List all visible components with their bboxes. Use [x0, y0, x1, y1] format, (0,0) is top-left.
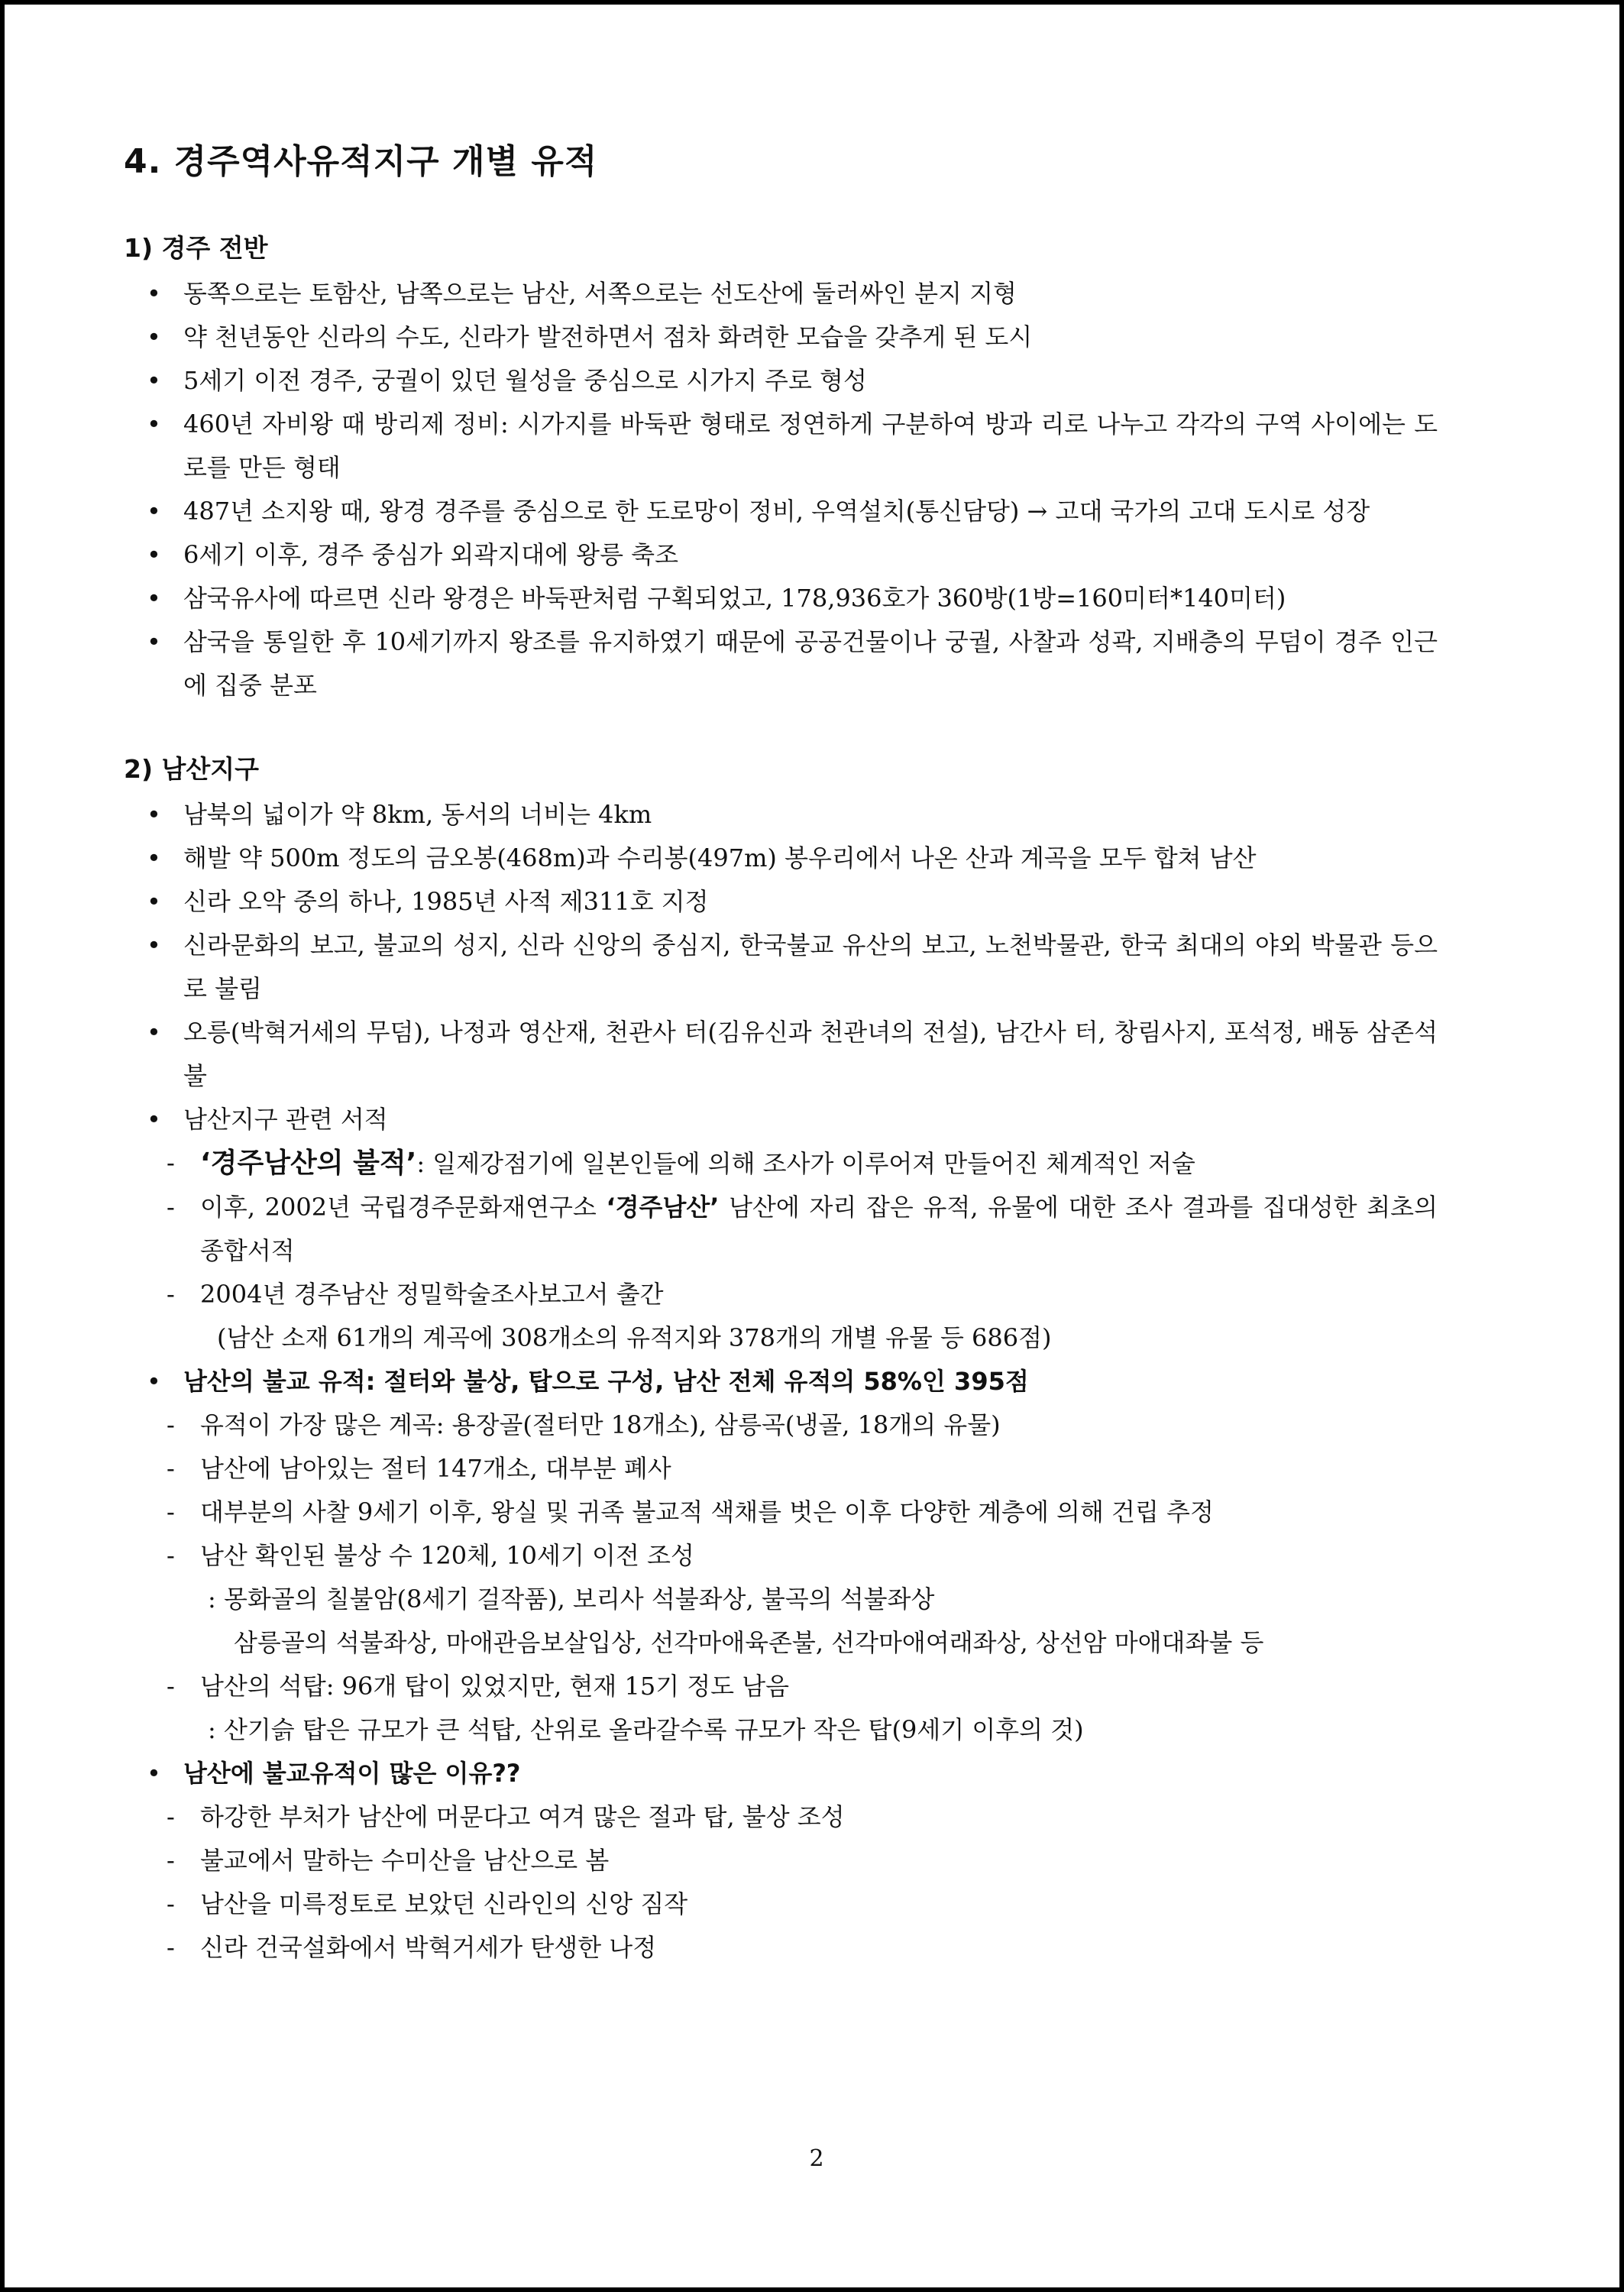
bullet-item: [124, 793, 1438, 837]
bullet-text: 삼국유사에 따르면 신라 왕경은 바둑판처럼 구획되었고, 178,936호가 360방(1방=160미터*140미터): [183, 584, 1286, 613]
sub-item: [167, 1795, 1438, 1839]
sub-text: 2004년 경주남산 정밀학술조사보고서 출간: [200, 1280, 664, 1309]
bullet-item: [124, 272, 1438, 316]
sub-item: [167, 1491, 1438, 1534]
bullet-glyph: •: [147, 1018, 161, 1047]
page-content: [124, 139, 1438, 1970]
bullet-text: 해발 약 500m 정도의 금오봉(468m)과 수리봉(497m) 봉우리에서 나온 산과 계곡을 모두 합쳐 남산: [183, 843, 1257, 872]
sub-note: 삼릉골의 석불좌상, 마애관음보살입상, 선각마애육존불, 선각마애여래좌상, 상선암 마애대좌불 등: [234, 1628, 1264, 1657]
bullet-text: 삼국을 통일한 후 10세기까지 왕조를 유지하였기 때문에 공공건물이나 궁궐, 사찰과 성곽, 지배층의 무덤이 경주 인근에 집중 분포: [183, 627, 1438, 700]
bullet-item: [124, 924, 1438, 1011]
section-heading: 2) 남산지구: [124, 754, 260, 784]
bullet-item: [124, 316, 1438, 359]
dash-glyph: -: [167, 1280, 175, 1309]
bullet-glyph: •: [147, 1367, 161, 1396]
page-number: 2: [809, 2145, 824, 2172]
dash-glyph: -: [167, 1933, 175, 1962]
dash-glyph: -: [167, 1454, 175, 1483]
sub-item: [167, 1665, 1438, 1752]
bullet-glyph: •: [147, 540, 161, 569]
book-title: ‘경주남산의 불적’: [200, 1148, 417, 1179]
sub-item: [167, 1882, 1438, 1926]
sub-item: [167, 1403, 1438, 1447]
sub-item: [167, 1534, 1438, 1665]
bullet-item: [124, 577, 1438, 620]
bullet-text: 남북의 넓이가 약 8km, 동서의 너비는 4km: [183, 800, 652, 829]
sub-text: 남산의 석탑: 96개 탑이 있었지만, 현재 15기 정도 남음: [200, 1672, 790, 1701]
sub-text: 신라 건국설화에서 박혁거세가 탄생한 나정: [200, 1933, 657, 1962]
dash-glyph: -: [167, 1410, 175, 1439]
bullet-item: [124, 837, 1438, 880]
sub-note: : 산기슭 탑은 규모가 큰 석탑, 산위로 올라갈수록 규모가 작은 탑(9세기 이후의 것): [208, 1715, 1084, 1744]
bullet-glyph: •: [147, 800, 161, 829]
bullet-item: [124, 359, 1438, 403]
sub-list: [167, 1795, 1438, 1970]
bullet-text: 오릉(박혁거세의 무덤), 나정과 영산재, 천관사 터(김유신과 천관녀의 전설), 남간사 터, 창림사지, 포석정, 배동 삼존석불: [183, 1018, 1438, 1090]
book-title: ‘경주남산’: [606, 1193, 720, 1222]
sub-item: [167, 1447, 1438, 1491]
sub-text: 남산에 남아있는 절터 147개소, 대부분 폐사: [200, 1454, 671, 1483]
bullet-list: [124, 272, 1438, 707]
bullet-glyph: •: [147, 931, 161, 960]
bullet-item: [124, 880, 1438, 924]
sub-item: [167, 1141, 1438, 1186]
bullet-glyph: •: [147, 843, 161, 872]
bullet-text-bold: 남산에 불교유적이 많은 이유??: [183, 1759, 521, 1788]
sub-text: 대부분의 사찰 9세기 이후, 왕실 및 귀족 불교적 색채를 벗은 이후 다양한 계층에 의해 건립 추정: [200, 1497, 1214, 1526]
sub-text: 남산을 미륵정토로 보았던 신라인의 신앙 짐작: [200, 1889, 688, 1918]
sub-list: [167, 1403, 1438, 1752]
section-gyeongju-overview: [124, 229, 1438, 707]
dash-glyph: -: [167, 1497, 175, 1526]
sub-note: : 몽화골의 칠불암(8세기 걸작품), 보리사 석불좌상, 불곡의 석불좌상: [208, 1585, 935, 1614]
bullet-text: 6세기 이후, 경주 중심가 외곽지대에 왕릉 축조: [183, 540, 678, 569]
bullet-glyph: •: [147, 627, 161, 656]
sub-text: 불교에서 말하는 수미산을 남산으로 봄: [200, 1846, 610, 1875]
bullet-text-bold: 남산의 불교 유적: 절터와 불상, 탑으로 구성, 남산 전체 유적의 58%인 395점: [183, 1367, 1029, 1396]
sub-note: (남산 소재 61개의 계곡에 308개소의 유적지와 378개의 개별 유물 등 686점): [217, 1323, 1052, 1352]
bullet-glyph: •: [147, 279, 161, 308]
document-title: 4. 경주역사유적지구 개별 유적: [124, 142, 598, 181]
sub-text: 유적이 가장 많은 계곡: 용장골(절터만 18개소), 삼릉곡(냉골, 18개의 유물): [200, 1410, 1001, 1439]
sub-list: [167, 1141, 1438, 1360]
section-namsan: [124, 750, 1438, 1970]
bullet-item: [124, 1011, 1438, 1098]
bullet-text: 460년 자비왕 때 방리제 정비: 시가지를 바둑판 형태로 정연하게 구분하여 방과 리로 나누고 각각의 구역 사이에는 도로를 만든 형태: [183, 410, 1438, 482]
bullet-glyph: •: [147, 410, 161, 439]
bullet-list: [124, 793, 1438, 1970]
bullet-text: 동쪽으로는 토함산, 남쪽으로는 남산, 서쪽으로는 선도산에 둘러싸인 분지 지형: [183, 279, 1017, 308]
bullet-glyph: •: [147, 497, 161, 526]
dash-glyph: -: [167, 1889, 175, 1918]
bullet-text: 5세기 이전 경주, 궁궐이 있던 월성을 중심으로 시가지 주로 형성: [183, 366, 867, 395]
bullet-glyph: •: [147, 366, 161, 395]
bullet-item: [124, 533, 1438, 577]
sub-item: [167, 1926, 1438, 1970]
bullet-glyph: •: [147, 322, 161, 351]
bullet-item-relics: [124, 1360, 1438, 1752]
bullet-glyph: •: [147, 584, 161, 613]
dash-glyph: -: [167, 1672, 175, 1701]
sub-text: 남산 확인된 불상 수 120체, 10세기 이전 조성: [200, 1541, 694, 1570]
dash-glyph: -: [167, 1846, 175, 1875]
bullet-glyph: •: [147, 887, 161, 916]
sub-item: [167, 1186, 1438, 1273]
bullet-text: 약 천년동안 신라의 수도, 신라가 발전하면서 점차 화려한 모습을 갖추게 된 도시: [183, 322, 1033, 351]
sub-text: : 일제강점기에 일본인들에 의해 조사가 이루어져 만들어진 체계적인 저술: [416, 1149, 1195, 1178]
bullet-item-reasons: [124, 1752, 1438, 1970]
sub-text: 하강한 부처가 남산에 머문다고 여겨 많은 절과 탑, 불상 조성: [200, 1802, 845, 1831]
bullet-item-books: [124, 1098, 1438, 1360]
bullet-item: [124, 490, 1438, 533]
section-heading: 1) 경주 전반: [124, 233, 268, 263]
bullet-glyph: •: [147, 1105, 161, 1134]
dash-glyph: -: [167, 1802, 175, 1831]
bullet-text: 신라 오악 중의 하나, 1985년 사적 제311호 지정: [183, 887, 709, 916]
bullet-text: 남산지구 관련 서적: [183, 1105, 388, 1134]
bullet-text: 신라문화의 보고, 불교의 성지, 신라 신앙의 중심지, 한국불교 유산의 보고, 노천박물관, 한국 최대의 야외 박물관 등으로 불림: [183, 931, 1438, 1003]
bullet-item: [124, 403, 1438, 490]
dash-glyph: -: [167, 1541, 175, 1570]
bullet-glyph: •: [147, 1759, 161, 1788]
bullet-text: 487년 소지왕 때, 왕경 경주를 중심으로 한 도로망이 정비, 우역설치(통신담당) → 고대 국가의 고대 도시로 성장: [183, 497, 1370, 526]
dash-glyph: -: [167, 1148, 175, 1177]
sub-text: 이후, 2002년 국립경주문화재연구소: [200, 1193, 607, 1222]
sub-item: [167, 1273, 1438, 1360]
bullet-item: [124, 620, 1438, 707]
dash-glyph: -: [167, 1193, 175, 1222]
sub-item: [167, 1839, 1438, 1882]
sub-text: 남산에 자리 잡은 유적, 유물에 대한 조사 결과를 집대성한 최초의 종합서적: [200, 1193, 1438, 1265]
